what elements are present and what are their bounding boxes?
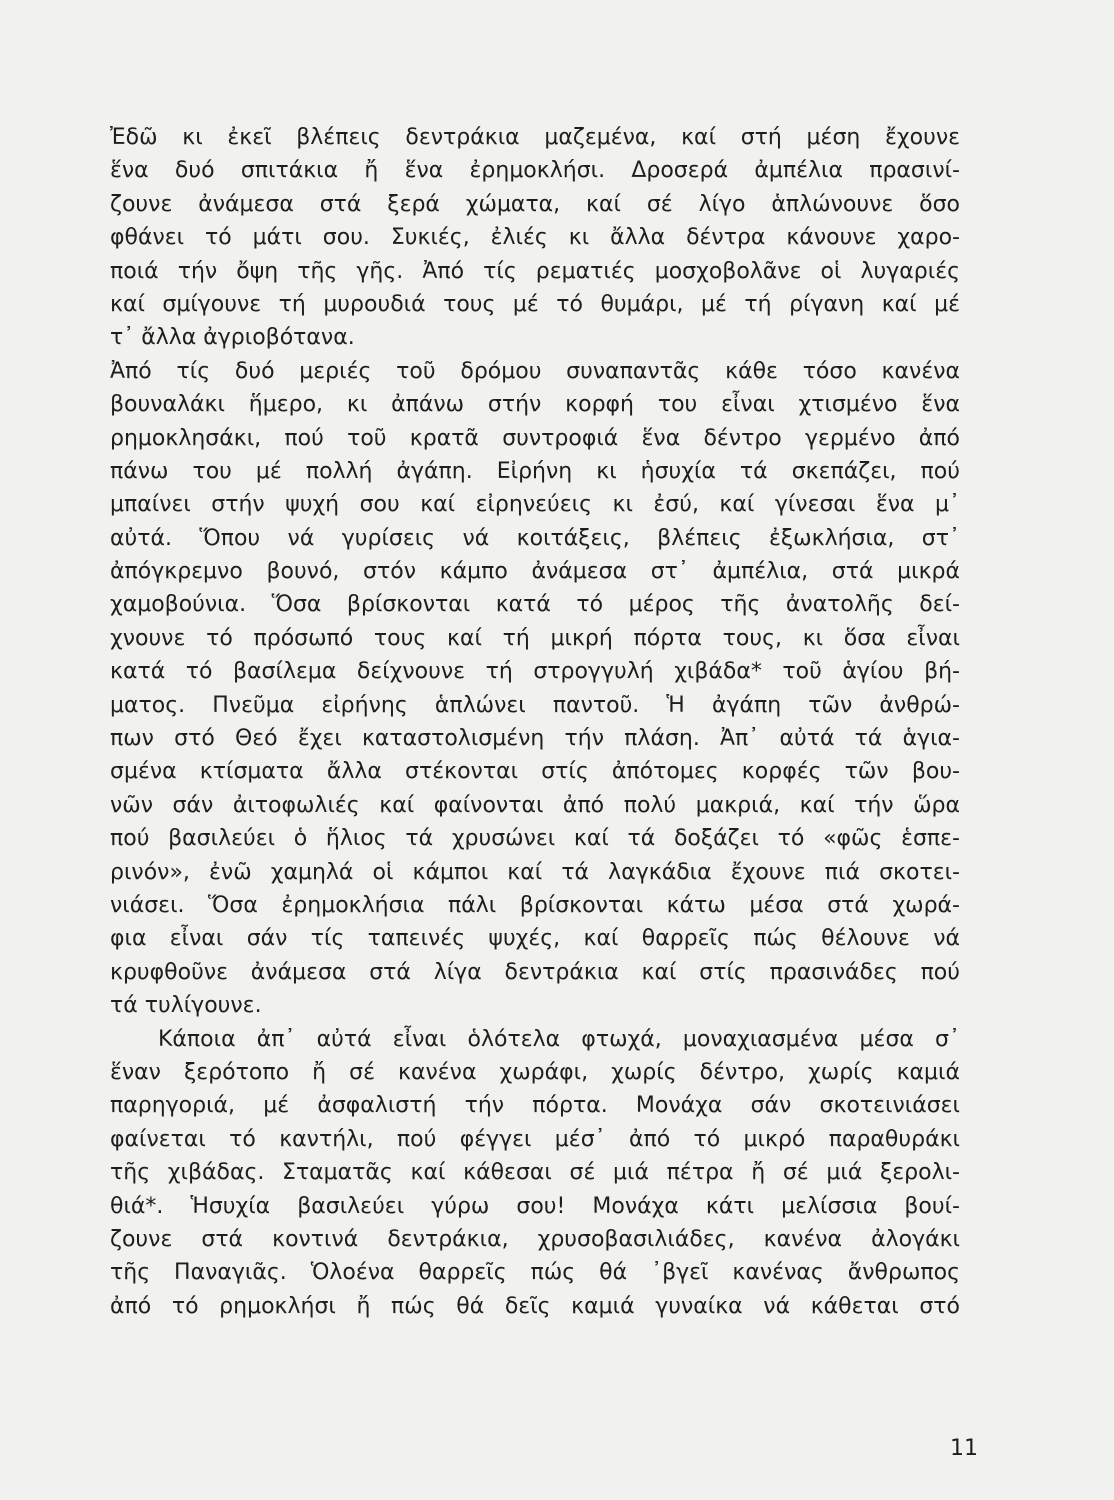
text-line: ἕναν ξερότοπο ἤ σέ κανένα χωράφι, χωρίς δέντρο, χωρίς καμιά bbox=[110, 1059, 960, 1085]
text-line: ματος. Πνεῦμα εἰρήνης ἁπλώνει παντοῦ. Ἡ ἀγάπη τῶν ἀνθρώ- bbox=[110, 692, 960, 718]
text-line: χνουνε τό πρόσωπό τους καί τή μικρή πόρτα τους, κι ὅσα εἶναι bbox=[110, 625, 960, 651]
text-line: αὐτά. Ὅπου νά γυρίσεις νά κοιτάξεις, βλέπεις ἐξωκλήσια, στ᾽ bbox=[110, 525, 960, 551]
text-line: καί σμίγουνε τή μυρουδιά τους μέ τό θυμάρι, μέ τή ρίγανη καί μέ bbox=[110, 291, 960, 317]
text-line: ζουνε ἀνάμεσα στά ξερά χώματα, καί σέ λίγο ἁπλώνουνε ὅσο bbox=[110, 191, 960, 217]
text-line: Ἀπό τίς δυό μεριές τοῦ δρόμου συναπαντᾶς κάθε τόσο κανένα bbox=[110, 358, 960, 384]
text-line: πού βασιλεύει ὁ ἥλιος τά χρυσώνει καί τά δοξάζει τό «φῶς ἑσπε- bbox=[110, 826, 960, 852]
text-line: φθάνει τό μάτι σου. Συκιές, ἐλιές κι ἄλλα δέντρα κάνουνε χαρο- bbox=[110, 225, 960, 251]
text-line: θιά*. Ἡσυχία βασιλεύει γύρω σου! Μονάχα κάτι μελίσσια βουί- bbox=[110, 1193, 960, 1219]
text-line: βουναλάκι ἥμερο, κι ἀπάνω στήν κορφή του εἶναι χτισμένο ἕνα bbox=[110, 392, 960, 418]
text-line: παρηγοριά, μέ ἀσφαλιστή τήν πόρτα. Μονάχα σάν σκοτεινιάσει bbox=[110, 1093, 960, 1119]
text-line: πάνω του μέ πολλή ἀγάπη. Εἰρήνη κι ἡσυχία τά σκεπάζει, πού bbox=[110, 458, 960, 484]
text-line: ἀπό τό ρημοκλήσι ἤ πώς θά δεῖς καμιά γυναίκα νά κάθεται στό bbox=[110, 1293, 960, 1319]
text-line: μπαίνει στήν ψυχή σου καί εἰρηνεύεις κι ἐσύ, καί γίνεσαι ἕνα μ᾽ bbox=[110, 492, 960, 518]
text-line: ἀπόγκρεμνο βουνό, στόν κάμπο ἀνάμεσα στ᾽ ἀμπέλια, στά μικρά bbox=[110, 559, 960, 585]
text-line: χαμοβούνια. Ὅσα βρίσκονται κατά τό μέρος τῆς ἀνατολῆς δεί- bbox=[110, 592, 960, 618]
text-line: τῆς χιβάδας. Σταματᾶς καί κάθεσαι σέ μιά πέτρα ἤ σέ μιά ξερολι- bbox=[110, 1160, 960, 1186]
text-line: φια εἶναι σάν τίς ταπεινές ψυχές, καί θαρρεῖς πώς θέλουνε νά bbox=[110, 926, 960, 952]
text-line: Κάποια ἀπ᾽ αὐτά εἶναι ὁλότελα φτωχά, μοναχιασμένα μέσα σ᾽ bbox=[158, 1026, 960, 1052]
text-line: ρινόν», ἐνῶ χαμηλά οἱ κάμποι καί τά λαγκάδια ἔχουνε πιά σκοτει- bbox=[110, 859, 960, 885]
paragraph bbox=[110, 121, 960, 355]
text-line: κρυφθοῦνε ἀνάμεσα στά λίγα δεντράκια καί στίς πρασινάδες πού bbox=[110, 959, 960, 985]
paragraph bbox=[110, 355, 960, 1023]
text-line: κατά τό βασίλεμα δείχνουνε τή στρογγυλή χιβάδα* τοῦ ἁγίου βή- bbox=[110, 659, 960, 685]
text-line: νῶν σάν ἀιτοφωλιές καί φαίνονται ἀπό πολύ μακριά, καί τήν ὥρα bbox=[110, 792, 960, 818]
paragraph bbox=[110, 1023, 960, 1324]
text-line: τά τυλίγουνε. bbox=[110, 993, 262, 1019]
page-number: 11 bbox=[950, 1436, 978, 1461]
text-line: ρημοκλησάκι, πού τοῦ κρατᾶ συντροφιά ἕνα δέντρο γερμένο ἀπό bbox=[110, 425, 960, 451]
text-line: σμένα κτίσματα ἄλλα στέκονται στίς ἀπότομες κορφές τῶν βου- bbox=[110, 759, 960, 785]
text-line: Ἐδῶ κι ἐκεῖ βλέπεις δεντράκια μαζεμένα, καί στή μέση ἔχουνε bbox=[110, 125, 960, 150]
text-line: πων στό Θεό ἔχει καταστολισμένη τήν πλάση. Ἀπ᾽ αὐτά τά ἁγια- bbox=[110, 726, 960, 752]
text-line: φαίνεται τό καντήλι, πού φέγγει μέσ᾽ ἀπό τό μικρό παραθυράκι bbox=[110, 1126, 960, 1152]
text-line: τῆς Παναγιᾶς. Ὁλοένα θαρρεῖς πώς θά ᾽βγεῖ κανένας ἄνθρωπος bbox=[110, 1260, 960, 1286]
text-line: ἕνα δυό σπιτάκια ἤ ἕνα ἐρημοκλήσι. Δροσερά ἀμπέλια πρασινί- bbox=[110, 158, 960, 184]
body-text bbox=[110, 121, 960, 1323]
text-line: ζουνε στά κοντινά δεντράκια, χρυσοβασιλιάδες, κανένα ἀλογάκι bbox=[110, 1226, 960, 1252]
text-line: νιάσει. Ὅσα ἐρημοκλήσια πάλι βρίσκονται κάτω μέσα στά χωρά- bbox=[110, 892, 960, 918]
text-line: τ᾽ ἄλλα ἀγριοβότανα. bbox=[110, 325, 355, 351]
text-line: ποιά τήν ὄψη τῆς γῆς. Ἀπό τίς ρεματιές μοσχοβολᾶνε οἱ λυγαριές bbox=[110, 258, 960, 284]
